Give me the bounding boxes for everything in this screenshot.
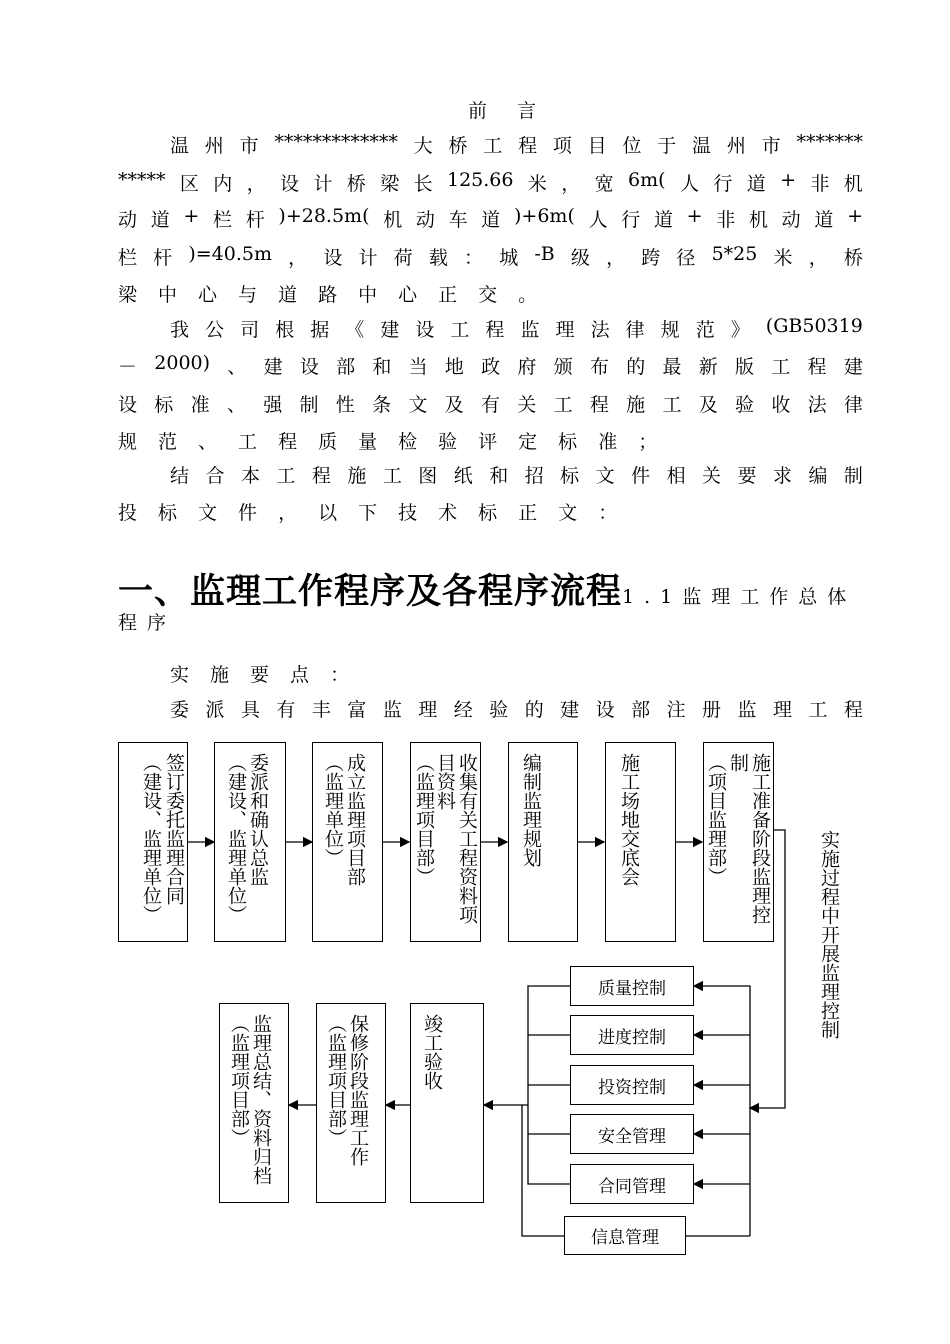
section-subheading: 1.1监理工作总体	[622, 586, 857, 608]
points-text: 委 派 具 有 丰 富 监 理 经 验 的 建 设 部 注 册 监 理 工 程	[170, 699, 863, 721]
step-warranty-supervision	[316, 1003, 386, 1203]
step-main: 保修阶段监理工作	[347, 1014, 369, 1166]
preface-line-5: 梁 中 心 与 道 路 中 心 正 交 。	[118, 284, 538, 306]
control-safety: 安全管理	[570, 1114, 694, 1154]
step-main: 签订委托监理合同	[163, 753, 185, 905]
step-note: （监理项目部）	[228, 1014, 250, 1147]
step-note: （建设、监理单位）	[140, 753, 162, 924]
control-schedule: 进度控制	[570, 1015, 694, 1055]
preface-line-6: 我 公 司 根 据 《 建 设 工 程 监 理 法 律 规 范 》 (GB50319	[170, 315, 863, 341]
control-information: 信息管理	[564, 1216, 686, 1255]
control-investment: 投资控制	[570, 1065, 694, 1105]
preface-line-7: － 2000) 、 建 设 部 和 当 地 政 府 颁 布 的 最 新 版 工 程 建	[118, 352, 863, 378]
step-main: 委派和确认总监	[247, 753, 269, 886]
preface-line-8: 设 标 准 、 强 制 性 条 文 及 有 关 工 程 施 工 及 验 收 法 律	[118, 394, 863, 416]
step-site-briefing	[605, 742, 676, 942]
step-main: 编制监理规划	[520, 753, 542, 867]
preface-line-4: 栏 杆 )=40.5m ， 设 计 荷 载 ： 城 -B 级 ， 跨 径 5*25 米 ， 桥	[118, 243, 863, 269]
step-note: （监理单位）	[322, 753, 344, 867]
step-sign-contract	[118, 742, 188, 942]
step-completion-acceptance	[410, 1003, 484, 1203]
step-summary-archive	[219, 1003, 289, 1203]
step-compile-plan	[508, 742, 578, 942]
preface-line-3: 动 道 + 栏 杆 )+28.5m( 机 动 车 道 )+6m( 人 行 道 + 非 机 动 道 +	[118, 205, 863, 231]
step-preparation-control	[703, 742, 774, 942]
step-note: （监理项目部）	[325, 1014, 347, 1147]
preface-line-11: 投 标 文 件 ， 以 下 技 术 标 正 文 ：	[118, 502, 618, 524]
preface-title: 前言	[468, 100, 567, 122]
step-note: （建设、监理单位）	[225, 753, 247, 924]
step-main: 施工准备阶段监理控制	[727, 753, 771, 924]
step-main: 收集有关工程资料项目资料	[434, 753, 478, 924]
preface-line-1: 温 州 市 ************* 大 桥 工 程 项 目 位 于 温 州 市 *******	[170, 131, 863, 157]
step-main: 监理总结、资料归档	[250, 1014, 272, 1185]
preface-line-10: 结 合 本 工 程 施 工 图 纸 和 招 标 文 件 相 关 要 求 编 制	[170, 465, 863, 487]
control-quality: 质量控制	[570, 966, 694, 1006]
step-main: 竣工验收	[421, 1014, 443, 1090]
step-note: （监理项目部）	[413, 753, 435, 886]
step-appoint-director	[214, 742, 286, 942]
section-subheading-cont: 程序	[118, 612, 177, 634]
side-label: 实施过程中开展监理控制	[818, 830, 840, 1039]
points-label: 实 施 要 点 ：	[170, 664, 350, 686]
step-main: 施工场地交底会	[618, 753, 640, 886]
section-title: 一、监理工作程序及各程序流程	[118, 571, 623, 612]
control-bus-right	[694, 986, 750, 1236]
preface-line-2: ***** 区 内 ， 设 计 桥 梁 长 125.66 米 ， 宽 6m( 人 行 道 + 非 机	[118, 169, 863, 195]
control-contract: 合同管理	[570, 1164, 694, 1204]
step-collect-documents	[410, 742, 481, 942]
preface-line-9: 规 范 、 工 程 质 量 检 验 评 定 标 准 ；	[118, 431, 658, 453]
step-setup-department	[312, 742, 383, 942]
step-main: 成立监理项目部	[344, 753, 366, 886]
step-note: （项目监理部）	[705, 753, 727, 886]
